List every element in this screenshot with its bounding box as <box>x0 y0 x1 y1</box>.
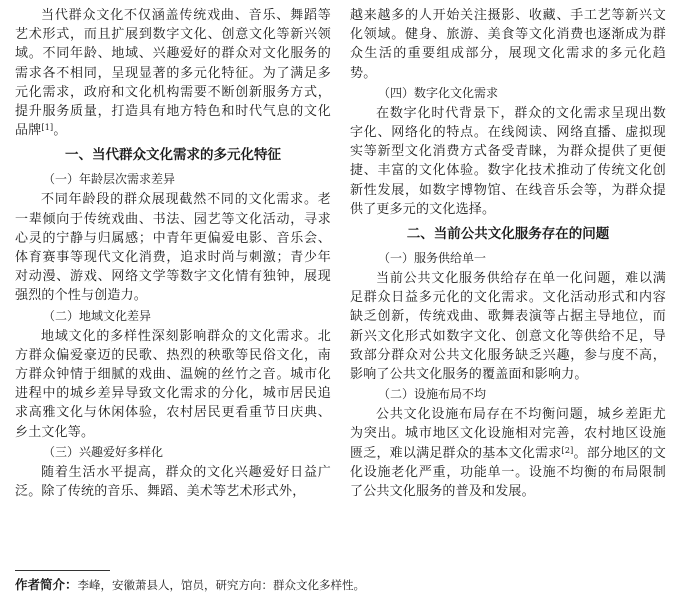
section-heading-2: 二、当前公共文化服务存在的问题 <box>406 226 610 243</box>
footnote-label: 作者简介： <box>15 577 78 592</box>
right-column <box>350 6 666 501</box>
footnote-text: 李峰，安徽萧县人，馆员，研究方向：群众文化多样性。 <box>77 578 366 592</box>
subheading-digital: （四）数字化文化需求 <box>378 85 499 100</box>
paragraph-interests-continued: 越来越多的人开始关注摄影、收藏、手工艺等新兴文化领域。健身、旅游、美食等文化消费也逐渐成为群众生活的重要组成部分，展现文化需求的多元化趋势。 <box>350 8 666 81</box>
intro-paragraph: 当代群众文化不仅涵盖传统戏曲、音乐、舞蹈等艺术形式，而且扩展到数字文化、创意文化等新兴领域。不同年龄、地域、兴趣爱好的群众对文化服务的需求各不相同，呈现显著的多元化特征。为了满足多元化需求，政府和文化机构需要不断创新服务方式，提升服务质量，打造具有地方特色和时代气息的文化品牌[1]。 <box>15 8 331 139</box>
paragraph-age: 不同年龄段的群众展现截然不同的文化需求。老一辈倾向于传统戏曲、书法、园艺等文化活动，寻求心灵的宁静与归属感；中青年更偏爱电影、音乐会、体育赛事等现代文化消费，追求时尚与刺激；青少年对动漫、游戏、网络文学等数字文化情有独钟，展现强烈的个性与创造力。 <box>15 192 331 304</box>
section-heading-1: 一、当代群众文化需求的多元化特征 <box>65 147 281 164</box>
subheading-supply: （一）服务供给单一 <box>378 251 487 266</box>
subheading-interests: （三）兴趣爱好多样化 <box>43 444 164 459</box>
subheading-facilities: （二）设施布局不均 <box>378 387 487 402</box>
footnote-rule <box>15 570 110 571</box>
subheading-age: （一）年龄层次需求差异 <box>43 172 176 187</box>
paragraph-facilities: 公共文化设施布局存在不均衡问题，城乡差距尤为突出。城市地区文化设施相对完善，农村地区设施匮乏，难以满足群众的基本文化需求[2]。部分地区的文化设施老化严重，功能单一。设施不均衡的布局限制了公共文化服务的普及和发展。 <box>350 407 666 500</box>
citation-2[interactable]: [2] <box>561 445 574 455</box>
paragraph-supply: 当前公共文化服务供给存在单一化问题，难以满足群众日益多元化的文化需求。文化活动形式和内容缺乏创新，传统戏曲、歌舞表演等占据主导地位，而新兴文化形式如数字文化、创意文化等供给不足，导致部分群众对公共文化服务缺乏兴趣，参与度不高，影响了公共文化服务的覆盖面和影响力。 <box>350 271 666 383</box>
paragraph-region: 地域文化的多样性深刻影响群众的文化需求。北方群众偏爱豪迈的民歌、热烈的秧歌等民俗文化，南方群众钟情于细腻的戏曲、温婉的丝竹之音。城市化进程中的城乡差异导致文化需求的分化，城市居民追求高雅文化与休闲体验，农村居民更看重节日庆典、乡土文化等。 <box>15 328 331 440</box>
paragraph-digital: 在数字化时代背景下，群众的文化需求呈现出数字化、网络化的特点。在线阅读、网络直播、虚拟现实等新型文化消费方式备受青睐，为群众提供了更便捷、丰富的文化体验。数字化技术推动了传统文化创新性发展，如数字博物馆、在线音乐会等，为群众提供了更多元的文化选择。 <box>350 105 666 217</box>
paragraph-interests: 随着生活水平提高，群众的文化兴趣爱好日益广泛。除了传统的音乐、舞蹈、美术等艺术形式外， <box>15 464 331 500</box>
subheading-region: （二）地域文化差异 <box>43 308 152 323</box>
left-column <box>15 6 331 501</box>
citation-1[interactable]: [1] <box>41 123 54 133</box>
author-footnote <box>15 576 365 594</box>
